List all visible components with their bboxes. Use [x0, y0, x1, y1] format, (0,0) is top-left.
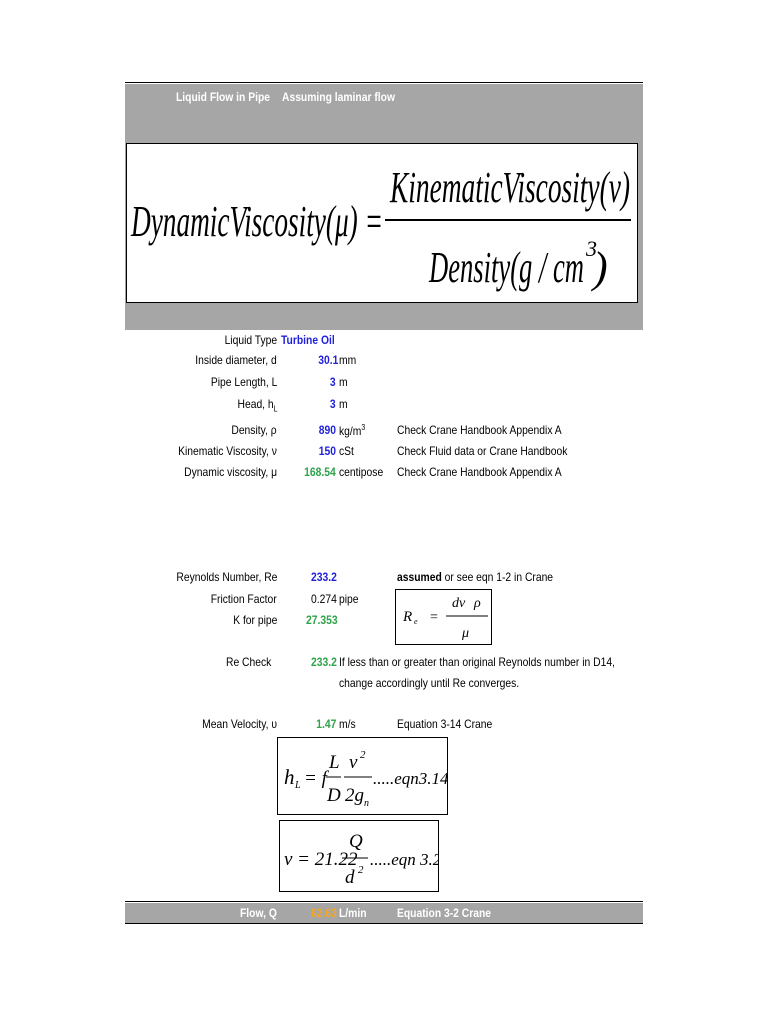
inside-diameter-value[interactable]: 30.1 — [317, 353, 338, 367]
friction-factor-value: 0.274 — [311, 592, 337, 606]
hl-h-sub: L — [295, 780, 301, 791]
re-lhs-sub: e — [414, 617, 418, 626]
density-label: Density, ρ — [231, 423, 277, 437]
flow-unit: L/min — [339, 906, 367, 920]
re-check-label: Re Check — [226, 655, 272, 669]
re-check-note-2: change accordingly until Re converges. — [339, 676, 520, 690]
head-unit: m — [339, 397, 348, 411]
hl-h: h — [284, 765, 295, 789]
hl-2g: 2g — [345, 785, 364, 806]
inside-diameter-unit: mm — [339, 353, 357, 367]
flow-formula — [279, 820, 439, 892]
k-pipe-label: K for pipe — [232, 613, 277, 627]
dynamic-viscosity-value: 168.54 — [304, 465, 336, 479]
head-loss-formula — [277, 737, 448, 815]
kinematic-viscosity-unit: cSt — [339, 444, 354, 458]
flow-band — [125, 903, 643, 923]
bottom-rule — [125, 923, 643, 924]
pipe-length-value[interactable]: 3 — [330, 375, 336, 389]
density-note: Check Crane Handbook Appendix A — [397, 423, 562, 437]
reynolds-value[interactable]: 233.2 — [311, 570, 337, 584]
re-eq: = — [430, 610, 438, 625]
dynamic-viscosity-label: Dynamic viscosity, μ — [184, 465, 277, 479]
hl-v-exp: 2 — [360, 749, 366, 761]
hl-tail: .....eqn3.14 — [373, 769, 447, 788]
re-num-a: dv — [452, 596, 466, 611]
re-den: μ — [462, 626, 470, 641]
density-unit: $kg/m^3$ — [339, 423, 366, 438]
formula-close-paren: ) — [593, 243, 608, 292]
reynolds-note: assumed or see eqn 1-2 in Crane — [397, 570, 554, 584]
flow-q: Q — [349, 831, 363, 852]
hl-v: v — [349, 752, 358, 773]
hl-eq-f: = f — [304, 768, 327, 789]
kinematic-viscosity-label: Kinematic Viscosity, ν — [178, 444, 277, 458]
velocity-note: Equation 3-14 Crane — [397, 717, 493, 731]
head-value[interactable]: 3 — [330, 397, 336, 411]
re-lhs: R — [403, 609, 413, 625]
flow-note: Equation 3-2 Crane — [397, 906, 492, 920]
header-title: Liquid Flow in Pipe — [176, 90, 271, 104]
bottom-band-top-rule — [125, 901, 643, 902]
kinematic-viscosity-value[interactable]: 150 — [318, 444, 336, 458]
velocity-label: Mean Velocity, υ — [202, 717, 277, 731]
flow-label: Flow, Q — [240, 906, 277, 920]
head-label: Head, $h_L$ — [237, 397, 277, 414]
header-assumption: Assuming laminar flow — [282, 90, 395, 104]
top-rule — [125, 82, 643, 83]
density-value[interactable]: 890 — [318, 423, 336, 437]
flow-d-exp: 2 — [358, 864, 364, 876]
reynolds-formula — [395, 589, 492, 645]
flow-tail: .....eqn 3.2 — [370, 850, 438, 869]
pipe-length-unit: m — [339, 375, 348, 389]
formula-numerator: KinematicViscosity(ν) — [389, 163, 630, 212]
friction-factor-unit: pipe — [339, 592, 359, 606]
dynamic-viscosity-formula — [126, 143, 638, 303]
velocity-value: 1.47 — [315, 717, 336, 731]
formula-lhs: DynamicViscosity(μ) = — [130, 197, 383, 246]
formula-denominator: Density(g / cm — [428, 243, 584, 292]
dynamic-viscosity-note: Check Crane Handbook Appendix A — [397, 465, 562, 479]
reynolds-label: Reynolds Number, Re — [176, 570, 277, 584]
velocity-unit: m/s — [339, 717, 356, 731]
flow-lhs: v = 21.22 — [284, 849, 358, 870]
inside-diameter-label: Inside diameter, d — [195, 353, 277, 367]
re-check-value: 233.2 — [311, 655, 337, 669]
hl-d: D — [327, 785, 341, 806]
flow-value: 62.63 — [311, 906, 337, 920]
k-pipe-value: 27.353 — [306, 613, 338, 627]
liquid-type-label: Liquid Type — [224, 333, 277, 347]
re-check-note-1: If less than or greater than original Reynolds number in D14, — [339, 655, 615, 669]
kinematic-viscosity-note: Check Fluid data or Crane Handbook — [397, 444, 568, 458]
friction-factor-label: Friction Factor — [211, 592, 277, 606]
flow-d: d — [345, 867, 355, 888]
pipe-length-label: Pipe Length, L — [210, 375, 277, 389]
liquid-type-value[interactable]: Turbine Oil — [281, 333, 335, 347]
hl-l: L — [329, 752, 340, 773]
dynamic-viscosity-unit: centipose — [339, 465, 384, 479]
formula-exponent: 3 — [586, 236, 597, 261]
re-num-b: ρ — [474, 596, 481, 611]
hl-g-sub: n — [364, 798, 369, 809]
